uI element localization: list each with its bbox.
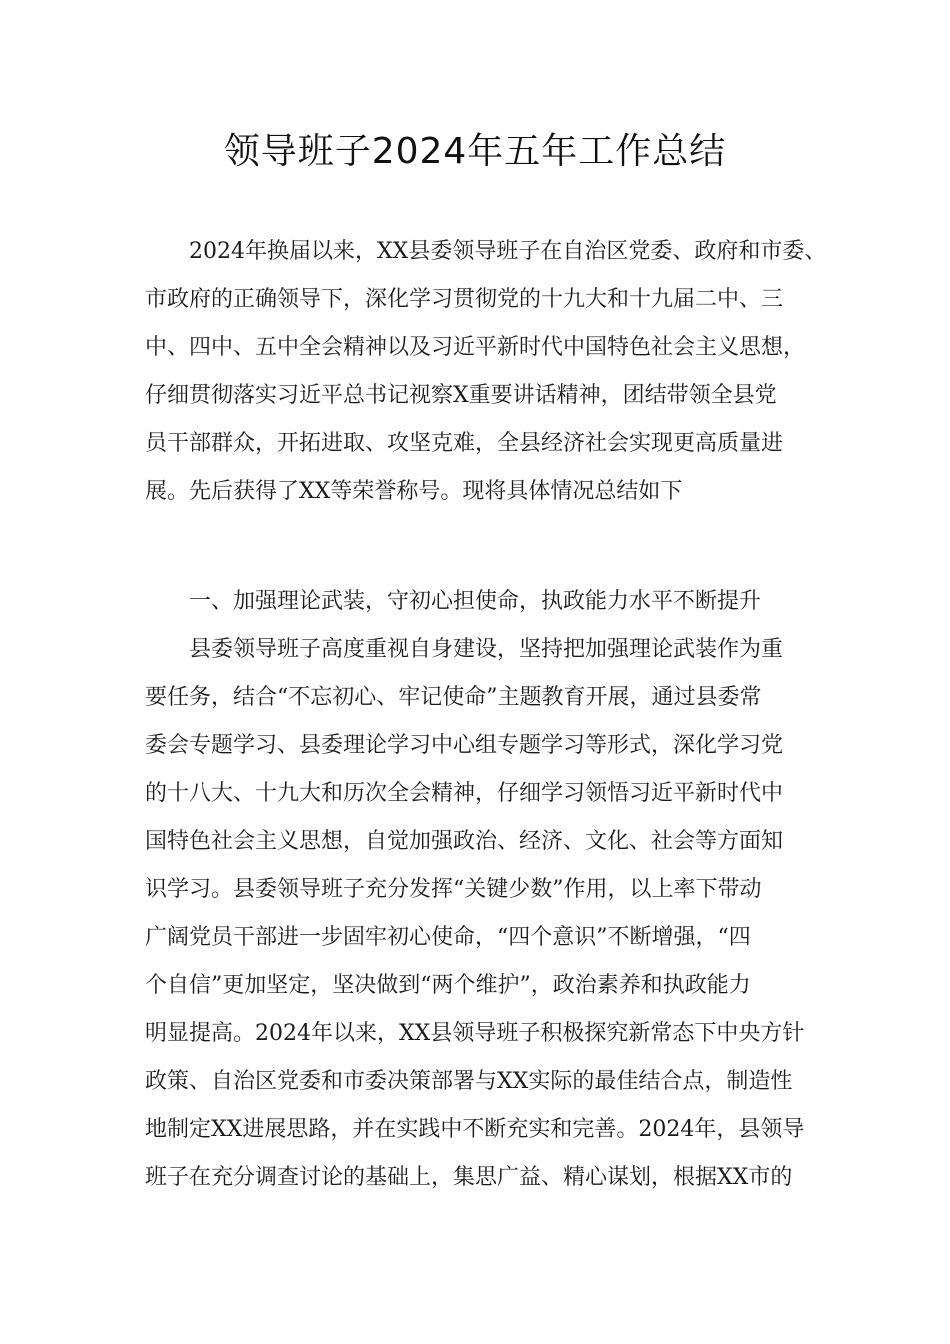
- text-line: 市政府的正确领导下，深化学习贯彻党的十九大和十九届二中、三: [145, 287, 784, 312]
- section-heading-text: 一、加强理论武装，守初心担使命，执政能力水平不断提升: [189, 589, 762, 614]
- section-paragraph: [145, 626, 810, 1202]
- text-line: 员干部群众，开拓进取、攻坚克难，全县经济社会实现更高质量进: [145, 431, 784, 456]
- text-line: 政策、自治区党委和市委决策部署与XX实际的最佳结合点，制造性: [145, 1069, 793, 1094]
- text-line: 展。先后获得了XX等荣誉称号。现将具体情况总结如下: [145, 479, 683, 504]
- text-line: 国特色社会主义思想，自觉加强政治、经济、文化、社会等方面知: [145, 829, 784, 854]
- text-line: 地制定XX进展思路，并在实践中不断充实和完善。2024年，县领导: [145, 1117, 805, 1142]
- text-line: 中、四中、五中全会精神以及习近平新时代中国特色社会主义思想，: [145, 335, 806, 360]
- text-line: 个自信”更加坚定，坚决做到“两个维护”，政治素养和执政能力: [145, 973, 751, 998]
- text-line: 2024年换届以来，XX县委领导班子在自治区党委、政府和市委、: [189, 239, 827, 264]
- text-line: 要任务，结合“不忘初心、牢记使命”主题教育开展，通过县委常: [145, 685, 762, 710]
- text-line: 班子在充分调查讨论的基础上，集思广益、精心谋划，根据XX市的: [145, 1165, 793, 1190]
- document-title: 领导班子2024年五年工作总结: [223, 131, 727, 172]
- text-line: 广阔党员干部进一步固牢初心使命，“四个意识”不断增强，“四: [145, 925, 751, 950]
- section-heading: [145, 578, 810, 626]
- text-line: 识学习。县委领导班子充分发挥“关键少数”作用，以上率下带动: [145, 877, 762, 902]
- text-line: 县委领导班子高度重视自身建设，坚持把加强理论武装作为重: [189, 637, 784, 662]
- text-line: 仔细贯彻落实习近平总书记视察X重要讲话精神，团结带领全县党: [145, 383, 777, 408]
- intro-paragraph: [145, 228, 827, 516]
- text-line: 的十八大、十九大和历次全会精神，仔细学习领悟习近平新时代中: [145, 781, 784, 806]
- text-line: 委会专题学习、县委理论学习中心组专题学习等形式，深化学习党: [145, 733, 784, 758]
- text-line: 明显提高。2024年以来，XX县领导班子积极探究新常态下中央方针: [145, 1021, 805, 1046]
